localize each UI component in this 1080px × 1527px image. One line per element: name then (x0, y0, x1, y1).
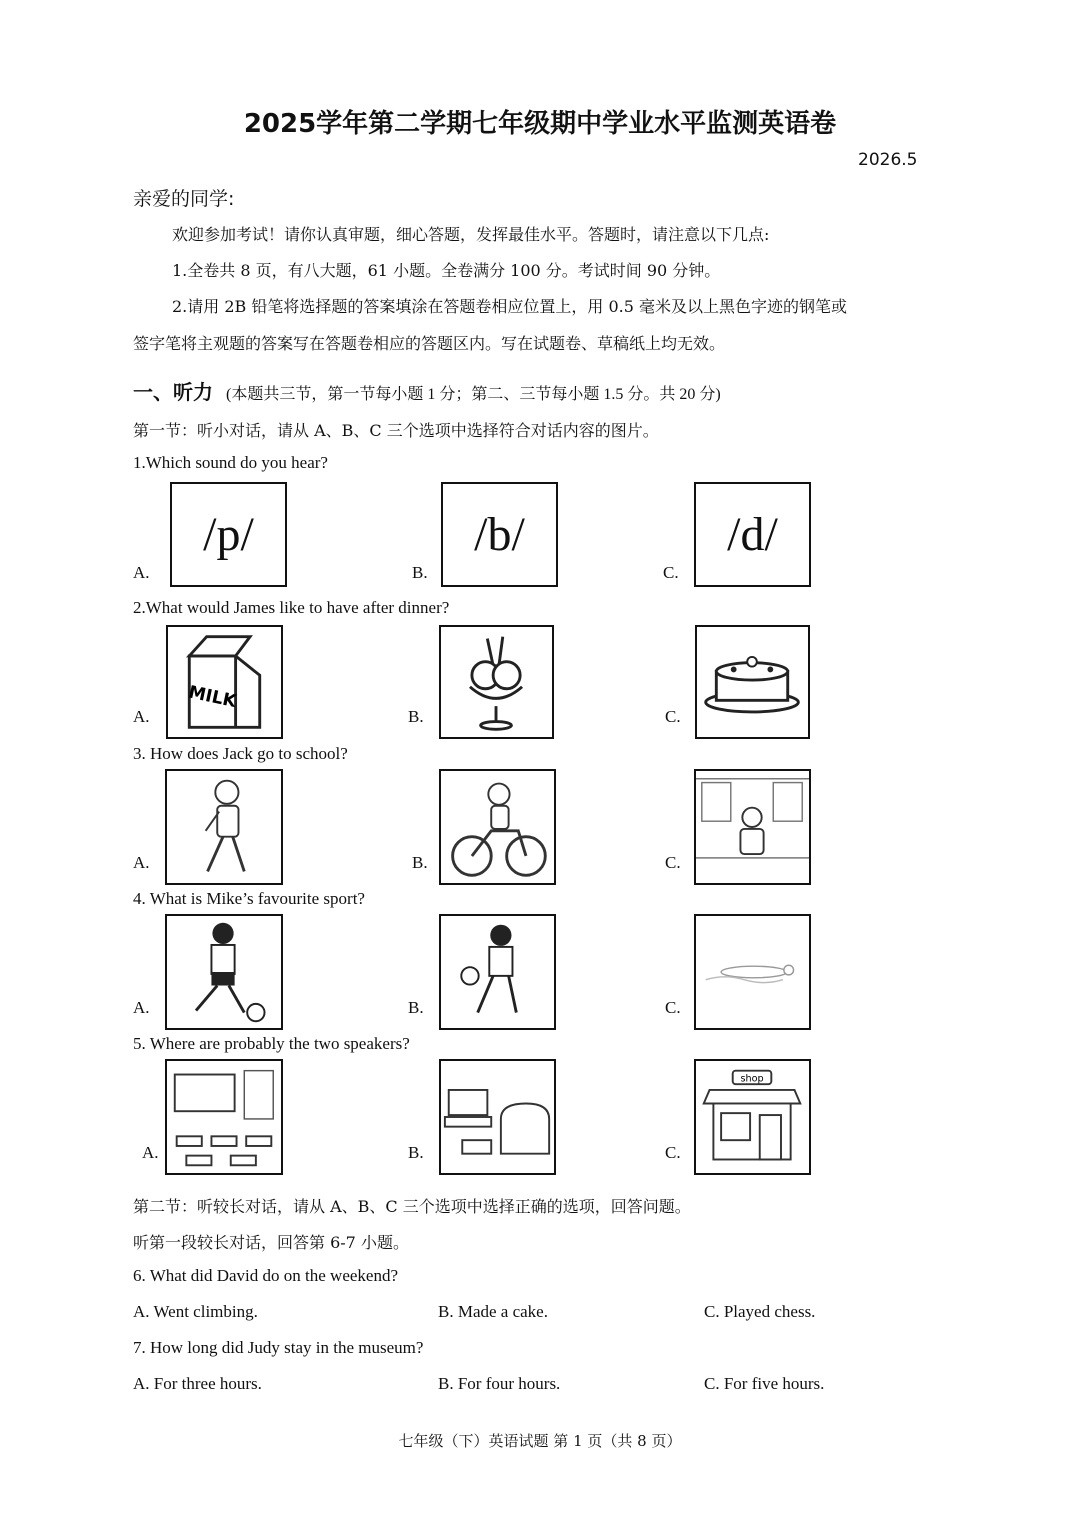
living-room-picture (439, 1059, 556, 1175)
option-b: B. For four hours. (438, 1374, 561, 1393)
part1-instruction: 第一节：听小对话，请从 A、B、C 三个选项中选择符合对话内容的图片。 (133, 421, 659, 440)
option-letter: B. (412, 563, 428, 582)
question-1: 1.Which sound do you hear? (133, 453, 328, 472)
instruction-2-line-2: 签字笔将主观题的答案写在答题卷相应的答题区内。写在试题卷、草稿纸上均无效。 (133, 334, 726, 353)
exam-date: 2026.5 (858, 150, 918, 170)
milk-carton-picture (166, 625, 283, 739)
section-title-listening: 一、听力 (133, 380, 213, 404)
cake-picture (695, 625, 810, 739)
option-letter: C. (665, 853, 681, 872)
option-letter: B. (408, 1143, 424, 1162)
question-7: 7. How long did Judy stay in the museum? (133, 1338, 424, 1357)
instruction-2-line-1: 2.请用 2B 铅笔将选择题的答案填涂在答题卷相应位置上，用 0.5 毫米及以上黑色字迹的钢笔或 (172, 297, 847, 316)
basketball-player-picture (439, 914, 556, 1030)
boy-walking-picture (165, 769, 283, 885)
option-letter: A. (133, 853, 150, 872)
phonetic-d-picture: /d/ (694, 482, 811, 587)
question-6: 6. What did David do on the weekend? (133, 1266, 399, 1285)
option-a: A. For three hours. (133, 1374, 262, 1393)
boy-riding-bike-picture (439, 769, 556, 885)
ice-cream-sundae-picture (439, 625, 554, 739)
boy-on-subway-picture (694, 769, 811, 885)
shop-picture (694, 1059, 811, 1175)
option-letter: B. (412, 853, 428, 872)
option-a: A. Went climbing. (133, 1302, 258, 1321)
question-4: 4. What is Mike’s favourite sport? (133, 889, 365, 908)
question-5: 5. Where are probably the two speakers? (133, 1034, 410, 1053)
option-letter: C. (663, 563, 679, 582)
option-letter: A. (133, 998, 150, 1017)
swimmer-picture (694, 914, 811, 1030)
page-footer: 七年级（下）英语试题 第 1 页（共 8 页） (398, 1432, 682, 1450)
greeting: 亲爱的同学: (133, 188, 235, 210)
option-letter: C. (665, 707, 681, 726)
option-letter: A. (142, 1143, 159, 1162)
part2-instruction: 第二节：听较长对话，请从 A、B、C 三个选项中选择正确的选项，回答问题。 (133, 1197, 691, 1216)
phonetic-p-picture: /p/ (170, 482, 287, 587)
exam-title: 2025学年第二学期七年级期中学业水平监测英语卷 (243, 109, 837, 139)
option-c: C. Played chess. (704, 1302, 816, 1321)
svg-text:MILK: MILK (186, 682, 238, 713)
question-3: 3. How does Jack go to school? (133, 744, 348, 763)
option-b: B. Made a cake. (438, 1302, 548, 1321)
option-letter: B. (408, 707, 424, 726)
svg-text:shop: shop (740, 1073, 764, 1085)
football-player-picture (165, 914, 283, 1030)
dialog1-instruction: 听第一段较长对话，回答第 6-7 小题。 (133, 1233, 409, 1252)
classroom-picture (165, 1059, 283, 1175)
instruction-1: 1.全卷共 8 页，有八大题，61 小题。全卷满分 100 分。考试时间 90 分钟。 (172, 261, 721, 280)
option-c: C. For five hours. (704, 1374, 825, 1393)
welcome-text: 欢迎参加考试！请你认真审题，细心答题，发挥最佳水平。答题时，请注意以下几点: (172, 225, 770, 244)
option-letter: C. (665, 998, 681, 1017)
option-letter: A. (133, 563, 150, 582)
option-letter: C. (665, 1143, 681, 1162)
question-2: 2.What would James like to have after dinner? (133, 598, 450, 617)
section-score-note: (本题共三节，第一节每小题 1 分；第二、三节每小题 1.5 分。共 20 分) (226, 386, 721, 403)
phonetic-b-picture: /b/ (441, 482, 558, 587)
option-letter: B. (408, 998, 424, 1017)
option-letter: A. (133, 707, 150, 726)
